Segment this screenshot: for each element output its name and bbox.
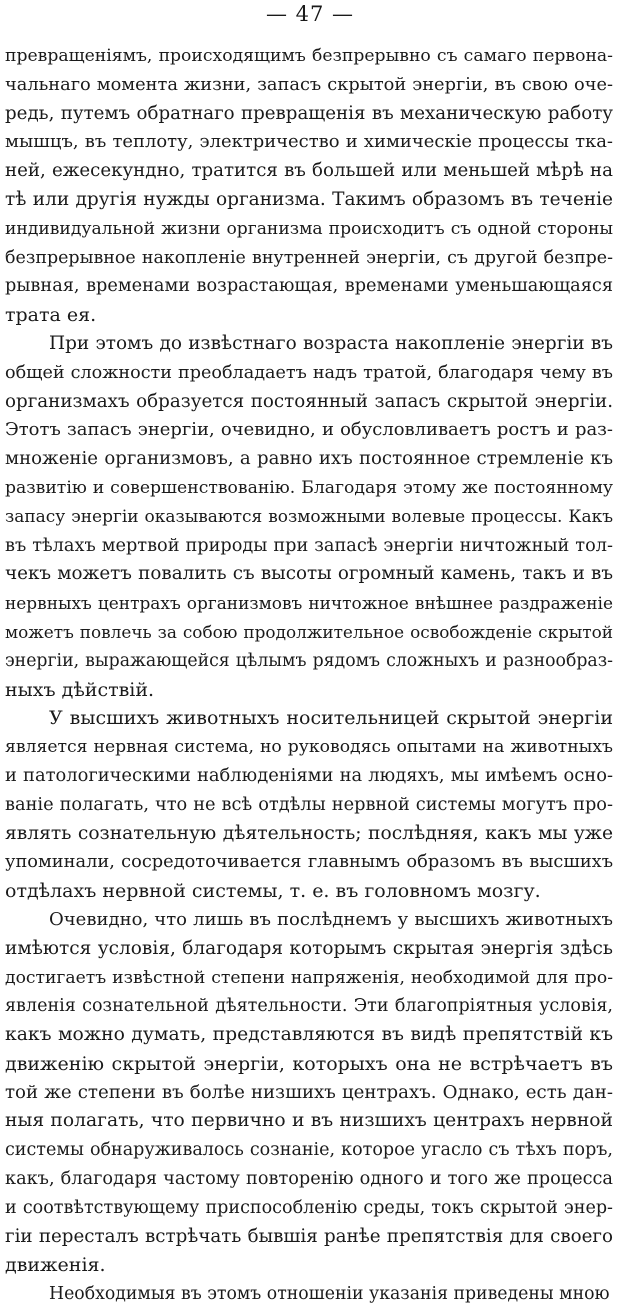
text-line: организмахъ образуется постоянный запасъ скрытой энергіи. <box>5 390 613 412</box>
text-line: Этотъ запасъ энергіи, очевидно, и обусловливаетъ ростъ и раз- <box>5 419 613 441</box>
text-line: безпрерывное накопленіе внутренней энергіи, съ другой безпре- <box>5 247 613 268</box>
text-line: ныхъ дѣйствій. <box>5 678 155 701</box>
text-line: редь, путемъ обратнаго превращенія въ механическую работу <box>5 102 613 124</box>
text-line: рывная, временами возрастающая, временами уменьшающаяся <box>5 276 613 297</box>
text-line: какъ можно думать, представляются въ видѣ препятствій къ <box>5 1024 613 1046</box>
text-line: можетъ повлечь за собою продолжительное освобожденіе скрытой <box>5 621 613 642</box>
text-line: имѣются условія, благодаря которымъ скрытая энергія здѣсь <box>5 937 613 959</box>
text-line: индивидуальной жизни организма происходитъ съ одной стороны <box>5 218 613 239</box>
page-number: — 47 — <box>265 2 355 26</box>
paragraph <box>5 330 613 704</box>
text-line: множеніе организмовъ, а равно ихъ постоянное стремленіе къ <box>5 448 613 470</box>
text-line: трата ея. <box>5 304 97 327</box>
paragraph <box>5 1280 613 1309</box>
text-line: въ тѣлахъ мертвой природы при запасѣ энергіи ничтожный тол- <box>5 535 613 556</box>
text-line: Необходимыя въ этомъ отношеніи указанія приведены мною <box>49 1284 610 1305</box>
text-line: достигаетъ извѣстной степени напряженія, необходимой для про- <box>5 967 613 988</box>
text-line: общей сложности преобладаетъ надъ тратой, благодаря чему въ <box>5 362 613 383</box>
text-line: системы обнаруживалось сознаніе, которое угасло съ тѣхъ поръ, <box>5 1140 613 1161</box>
body-text <box>5 42 613 1309</box>
text-line: тѣ или другія нужды организма. Такимъ образомъ въ теченіе <box>5 188 613 210</box>
text-line: чекъ можетъ повалить съ высоты огромный камень, такъ и въ <box>5 563 613 585</box>
text-line: какъ, благодаря частому повторенію одного и того же процесса <box>5 1169 613 1190</box>
text-line: При этомъ до извѣстнаго возраста накопленіе энергіи въ <box>49 332 613 354</box>
text-line: отдѣлахъ нервной системы, т. е. въ головномъ мозгу. <box>5 880 541 903</box>
text-line: запасу энергіи оказываются возможными волевые процессы. Какъ <box>5 506 613 527</box>
paragraph <box>5 42 613 330</box>
text-line: и соотвѣтствующему приспособленію среды, токъ скрытой энер- <box>5 1197 613 1218</box>
paragraph <box>5 704 613 906</box>
text-line: Очевидно, что лишь въ послѣднемъ у высшихъ животныхъ <box>49 908 613 930</box>
text-line: развитію и совершенствованію. Благодаря этому же постоянному <box>5 477 613 498</box>
text-line: ней, ежесекундно, тратится въ большей или меньшей мѣрѣ на <box>5 160 613 182</box>
text-line: чальнаго момента жизни, запасъ скрытой энергіи, въ свою оче- <box>5 74 613 95</box>
text-line: являть сознательную дѣятельность; послѣдняя, какъ мы уже <box>5 822 613 844</box>
text-line: гіи пересталъ встрѣчать бывшія ранѣе препятствія для своего <box>5 1225 613 1247</box>
text-line: движенія. <box>5 1254 106 1277</box>
text-line: мышцъ, въ теплоту, электричество и химическіе процессы тка- <box>5 131 613 153</box>
text-line: явленія сознательной дѣятельности. Эти благопріятныя условія, <box>5 996 613 1017</box>
text-line: У высшихъ животныхъ носительницей скрытой энергіи <box>49 707 613 730</box>
text-line: упоминали, сосредоточивается главнымъ образомъ въ высшихъ <box>5 852 613 873</box>
text-line: движенію скрытой энергіи, которыхъ она не встрѣчаетъ въ <box>5 1052 613 1075</box>
text-line: нервныхъ центрахъ организмовъ ничтожное внѣшнее раздраженіе <box>5 593 613 614</box>
text-line: ваніе полагать, что не всѣ отдѣлы нервной системы могутъ про- <box>5 794 613 815</box>
paragraph <box>5 906 613 1280</box>
text-line: ныя полагать, что первично и въ низшихъ центрахъ нервной <box>5 1110 613 1132</box>
text-line: является нервная система, но руководясь опытами на животныхъ <box>5 737 613 758</box>
text-line: энергіи, выражающейся цѣлымъ рядомъ сложныхъ и разнообраз- <box>5 650 613 671</box>
text-line: превращеніямъ, происходящимъ безпрерывно съ самаго первона- <box>5 46 613 66</box>
text-line: и патологическими наблюденіями на людяхъ, мы имѣемъ осно- <box>5 764 613 786</box>
text-line: той же степени въ болѣе низшихъ центрахъ. Однако, есть дан- <box>5 1081 613 1103</box>
